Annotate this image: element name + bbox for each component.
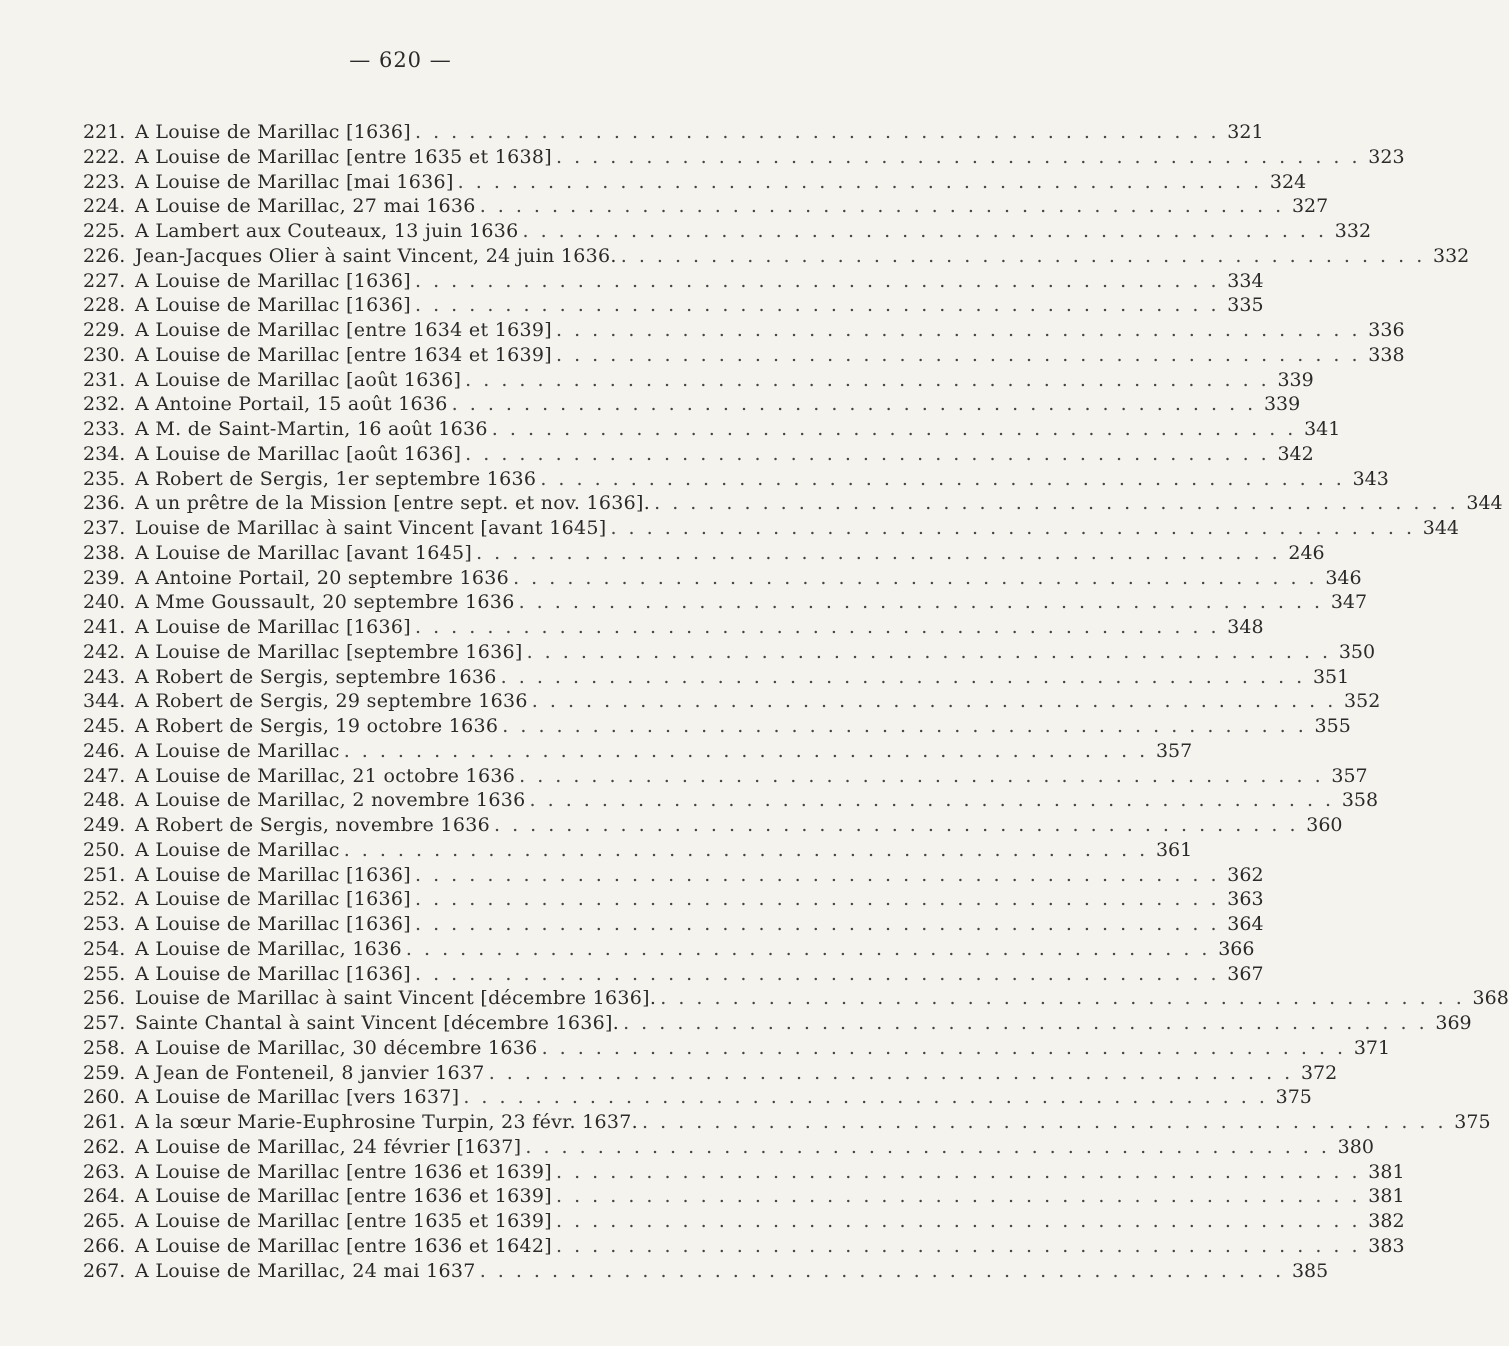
toc-entry xyxy=(83,541,1325,567)
toc-entry xyxy=(83,789,1379,814)
entry-title: A Louise de Marillac, 2 novembre 1636 xyxy=(135,789,526,812)
entry-number: 228. xyxy=(83,294,126,317)
entry-page: 336 xyxy=(1368,319,1405,341)
entry-title: A Lambert aux Couteaux, 13 juin 1636 xyxy=(135,220,519,242)
dot-leader xyxy=(527,641,1332,663)
entry-page: 363 xyxy=(1227,888,1264,911)
dot-leader xyxy=(610,517,1415,539)
entry-number: 260. xyxy=(83,1086,126,1109)
entry-page: 357 xyxy=(1155,739,1193,762)
entry-page: 348 xyxy=(1227,616,1264,638)
entry-page: 351 xyxy=(1312,665,1350,688)
entry-page: 371 xyxy=(1353,1036,1391,1059)
entry-page: 357 xyxy=(1331,764,1368,787)
entry-number: 237. xyxy=(83,517,126,539)
entry-number: 243. xyxy=(83,665,126,688)
entry-number: 251. xyxy=(83,863,126,886)
entry-number: 255. xyxy=(83,962,126,985)
toc-entry xyxy=(83,764,1368,790)
entry-number: 253. xyxy=(83,913,126,935)
toc-entry xyxy=(83,888,1264,913)
dot-leader xyxy=(556,1185,1361,1207)
dot-leader xyxy=(415,913,1220,935)
toc-entry xyxy=(83,1234,1405,1260)
entry-title: A Louise de Marillac [vers 1637] xyxy=(135,1086,460,1109)
toc-entry xyxy=(83,319,1405,344)
entry-page: 338 xyxy=(1368,343,1405,366)
toc-entry xyxy=(83,1259,1329,1285)
toc-entry xyxy=(83,962,1264,988)
dot-leader xyxy=(623,1012,1428,1034)
toc-entry xyxy=(83,1086,1312,1111)
dot-leader xyxy=(463,1086,1268,1108)
entry-page: 361 xyxy=(1155,838,1193,861)
dot-leader xyxy=(532,690,1337,712)
dot-leader xyxy=(501,666,1306,688)
toc-entry xyxy=(83,913,1264,938)
dot-leader xyxy=(415,270,1220,292)
dot-leader xyxy=(415,963,1220,985)
dot-leader xyxy=(458,171,1263,193)
toc-entry xyxy=(83,294,1264,319)
dot-leader xyxy=(556,319,1361,341)
toc-entry xyxy=(83,145,1405,171)
entry-page: 344 xyxy=(1422,517,1459,539)
entry-number: 239. xyxy=(83,566,126,589)
entry-page: 375 xyxy=(1454,1111,1491,1133)
entry-number: 254. xyxy=(83,937,126,960)
entry-number: 236. xyxy=(83,492,126,515)
dot-leader xyxy=(519,591,1324,613)
toc-entry xyxy=(83,690,1381,715)
dot-leader xyxy=(530,789,1335,811)
entry-page: 381 xyxy=(1368,1160,1405,1183)
entry-page: 366 xyxy=(1218,937,1255,960)
entry-page: 382 xyxy=(1368,1210,1405,1232)
toc-entry xyxy=(83,715,1351,740)
toc-entry xyxy=(83,467,1389,493)
entry-page: 327 xyxy=(1291,195,1329,218)
toc-entry xyxy=(83,220,1372,245)
entry-title: A Louise de Marillac [août 1636] xyxy=(135,442,462,465)
entry-title: A Louise de Marillac [1636] xyxy=(135,616,411,638)
entry-title: A Louise de Marillac [entre 1635 et 1638] xyxy=(135,145,552,168)
toc-entry xyxy=(83,640,1376,666)
entry-number: 344. xyxy=(83,690,126,713)
entry-number: 238. xyxy=(83,541,126,564)
toc-entry xyxy=(83,418,1341,443)
entry-number: 227. xyxy=(83,269,126,292)
entry-title: A Jean de Fonteneil, 8 janvier 1637 xyxy=(135,1061,485,1084)
entry-title: A Louise de Marillac [1636] xyxy=(135,962,411,985)
toc-entry xyxy=(83,1061,1338,1087)
entry-number: 232. xyxy=(83,393,126,416)
entry-title: A Mme Goussault, 20 septembre 1636 xyxy=(135,591,515,614)
entry-number: 248. xyxy=(83,789,126,812)
entry-number: 223. xyxy=(83,170,126,193)
entry-number: 262. xyxy=(83,1135,126,1158)
entry-title: A Louise de Marillac [1636] xyxy=(135,294,411,317)
entry-number: 257. xyxy=(83,1012,126,1034)
dot-leader xyxy=(480,1260,1285,1282)
toc-entry xyxy=(83,838,1193,864)
toc-entry xyxy=(83,393,1301,418)
entry-page: 364 xyxy=(1227,913,1264,935)
entry-title: A Louise de Marillac xyxy=(135,739,340,762)
toc-entry xyxy=(83,343,1405,369)
entry-number: 261. xyxy=(83,1111,126,1133)
toc-entry xyxy=(83,1210,1405,1235)
toc-entry xyxy=(83,1111,1491,1136)
entry-page: 355 xyxy=(1314,715,1351,737)
entry-page: 381 xyxy=(1368,1185,1405,1208)
page-number: — 620 — xyxy=(349,48,452,72)
entry-number: 252. xyxy=(83,888,126,911)
entry-number: 264. xyxy=(83,1185,126,1208)
entry-title: A M. de Saint-Martin, 16 août 1636 xyxy=(135,418,488,440)
dot-leader xyxy=(519,765,1324,787)
dot-leader xyxy=(476,542,1281,564)
toc-entry xyxy=(83,665,1350,691)
entry-number: 245. xyxy=(83,715,126,737)
entry-title: A Louise de Marillac [entre 1636 et 1639] xyxy=(135,1185,552,1208)
dot-leader xyxy=(556,1235,1361,1257)
entry-number: 241. xyxy=(83,616,126,638)
entry-number: 259. xyxy=(83,1061,126,1084)
entry-number: 249. xyxy=(83,814,126,836)
dot-leader xyxy=(502,715,1307,737)
entry-title: A Louise de Marillac [1636] xyxy=(135,269,411,292)
entry-title: A la sœur Marie-Euphrosine Turpin, 23 févr. 1637. xyxy=(135,1111,639,1133)
dot-leader xyxy=(556,1161,1361,1183)
toc-entry xyxy=(83,739,1193,765)
entry-number: 226. xyxy=(83,244,126,267)
entry-page: 346 xyxy=(1325,566,1362,589)
entry-title: Jean-Jacques Olier à saint Vincent, 24 juin 1636. xyxy=(135,244,617,267)
toc-entry xyxy=(83,566,1362,592)
entry-title: A Louise de Marillac xyxy=(135,838,340,861)
entry-title: A Louise de Marillac [entre 1634 et 1639] xyxy=(135,319,552,341)
entry-title: Louise de Marillac à saint Vincent [avant 1645] xyxy=(135,517,607,539)
entry-page: 367 xyxy=(1227,962,1264,985)
entry-number: 246. xyxy=(83,739,126,762)
dot-leader xyxy=(415,616,1220,638)
entry-title: A Robert de Sergis, 19 octobre 1636 xyxy=(135,715,499,737)
entry-page: 372 xyxy=(1300,1061,1338,1084)
dot-leader xyxy=(556,1210,1361,1232)
table-of-contents xyxy=(83,121,1509,1284)
dot-leader xyxy=(415,864,1220,886)
entry-number: 250. xyxy=(83,838,126,861)
dot-leader xyxy=(480,195,1285,217)
toc-entry xyxy=(83,863,1264,889)
entry-page: 343 xyxy=(1352,467,1389,490)
entry-title: A Antoine Portail, 20 septembre 1636 xyxy=(135,566,510,589)
entry-title: A Louise de Marillac [1636] xyxy=(135,863,411,886)
toc-entry xyxy=(83,442,1314,468)
dot-leader xyxy=(415,888,1220,910)
entry-page: 385 xyxy=(1291,1259,1329,1282)
entry-title: A Louise de Marillac [entre 1635 et 1639] xyxy=(135,1210,552,1232)
entry-title: Sainte Chantal à saint Vincent [décembre 1636]. xyxy=(135,1012,620,1034)
dot-leader xyxy=(654,492,1459,514)
entry-page: 360 xyxy=(1306,814,1343,836)
entry-page: 383 xyxy=(1368,1234,1405,1257)
toc-entry xyxy=(83,1160,1405,1186)
dot-leader xyxy=(489,1062,1294,1084)
entry-number: 234. xyxy=(83,442,126,465)
dot-leader xyxy=(660,987,1465,1009)
entry-title: A Louise de Marillac, 30 décembre 1636 xyxy=(135,1036,538,1059)
toc-entry xyxy=(83,937,1255,963)
entry-title: A Louise de Marillac [septembre 1636] xyxy=(135,640,523,663)
entry-page: 358 xyxy=(1341,789,1379,812)
entry-number: 225. xyxy=(83,220,126,242)
entry-number: 221. xyxy=(83,121,126,143)
toc-entry xyxy=(83,814,1343,839)
entry-title: A Louise de Marillac [entre 1634 et 1639] xyxy=(135,343,552,366)
entry-page: 341 xyxy=(1304,418,1341,440)
toc-entry xyxy=(83,1185,1405,1210)
entry-number: 240. xyxy=(83,591,126,614)
dot-leader xyxy=(465,369,1270,391)
entry-number: 230. xyxy=(83,343,126,366)
entry-title: A Louise de Marillac, 21 octobre 1636 xyxy=(135,764,516,787)
entry-title: A Louise de Marillac [avant 1645] xyxy=(135,541,473,564)
entry-number: 256. xyxy=(83,987,126,1010)
entry-page: 334 xyxy=(1227,269,1264,292)
entry-number: 231. xyxy=(83,368,126,391)
dot-leader xyxy=(415,294,1220,316)
dot-leader xyxy=(494,814,1299,836)
dot-leader xyxy=(344,740,1149,762)
entry-page: 347 xyxy=(1330,591,1368,614)
entry-page: 362 xyxy=(1227,863,1264,886)
dot-leader xyxy=(465,443,1270,465)
entry-page: 369 xyxy=(1435,1012,1472,1034)
entry-page: 350 xyxy=(1338,640,1376,663)
entry-title: A Louise de Marillac [1636] xyxy=(135,913,411,935)
dot-leader xyxy=(415,121,1220,143)
entry-number: 224. xyxy=(83,195,126,218)
entry-title: A Robert de Sergis, septembre 1636 xyxy=(135,665,497,688)
toc-entry xyxy=(83,492,1503,517)
toc-entry xyxy=(83,987,1509,1012)
entry-title: A Louise de Marillac [mai 1636] xyxy=(135,170,454,193)
entry-page: 332 xyxy=(1334,220,1372,242)
dot-leader xyxy=(452,393,1257,415)
dot-leader xyxy=(406,938,1211,960)
dot-leader xyxy=(556,146,1361,168)
entry-title: A Louise de Marillac, 24 février [1637] xyxy=(135,1135,522,1158)
entry-page: 324 xyxy=(1269,170,1307,193)
entry-title: A Louise de Marillac, 24 mai 1637 xyxy=(135,1259,476,1282)
entry-number: 222. xyxy=(83,145,126,168)
entry-title: A Louise de Marillac [entre 1636 et 1642] xyxy=(135,1234,552,1257)
entry-title: A Louise de Marillac [1636] xyxy=(135,121,411,143)
dot-leader xyxy=(540,468,1345,490)
entry-title: A Robert de Sergis, novembre 1636 xyxy=(135,814,490,836)
entry-page: 323 xyxy=(1368,145,1405,168)
dot-leader xyxy=(523,220,1328,242)
dot-leader xyxy=(542,1037,1347,1059)
toc-entry xyxy=(83,170,1307,196)
entry-page: 335 xyxy=(1227,294,1264,317)
entry-page: 246 xyxy=(1288,541,1325,564)
entry-page: 339 xyxy=(1263,393,1301,416)
entry-title: A un prêtre de la Mission [entre sept. et nov. 1636]. xyxy=(135,492,651,515)
dot-leader xyxy=(556,344,1361,366)
toc-entry xyxy=(83,269,1264,295)
toc-entry xyxy=(83,244,1470,270)
entry-title: A Louise de Marillac [entre 1636 et 1639] xyxy=(135,1160,552,1183)
toc-entry xyxy=(83,121,1264,146)
entry-title: A Robert de Sergis, 29 septembre 1636 xyxy=(135,690,528,713)
dot-leader xyxy=(513,567,1318,589)
entry-page: 339 xyxy=(1277,368,1314,391)
entry-page: 321 xyxy=(1227,121,1264,143)
entry-title: A Antoine Portail, 15 août 1636 xyxy=(135,393,448,416)
entry-number: 266. xyxy=(83,1234,126,1257)
dot-leader xyxy=(344,839,1149,861)
dot-leader xyxy=(525,1136,1330,1158)
entry-page: 380 xyxy=(1337,1135,1374,1158)
entry-number: 229. xyxy=(83,319,126,341)
entry-title: A Louise de Marillac [août 1636] xyxy=(135,368,462,391)
entry-number: 233. xyxy=(83,418,126,440)
dot-leader xyxy=(492,418,1297,440)
entry-page: 368 xyxy=(1472,987,1509,1010)
entry-number: 265. xyxy=(83,1210,126,1232)
dot-leader xyxy=(642,1111,1447,1133)
entry-page: 344 xyxy=(1466,492,1503,515)
toc-entry xyxy=(83,195,1329,220)
entry-page: 352 xyxy=(1344,690,1381,713)
entry-title: Louise de Marillac à saint Vincent [décembre 1636]. xyxy=(135,987,657,1010)
entry-number: 263. xyxy=(83,1160,126,1183)
entry-number: 267. xyxy=(83,1259,126,1282)
entry-number: 247. xyxy=(83,764,126,787)
entry-number: 242. xyxy=(83,640,126,663)
toc-entry xyxy=(83,616,1264,641)
dot-leader xyxy=(621,245,1426,267)
entry-page: 375 xyxy=(1275,1086,1312,1109)
entry-title: A Louise de Marillac [1636] xyxy=(135,888,411,911)
entry-title: A Robert de Sergis, 1er septembre 1636 xyxy=(135,467,537,490)
entry-title: A Louise de Marillac, 1636 xyxy=(135,937,402,960)
entry-number: 235. xyxy=(83,467,126,490)
entry-page: 342 xyxy=(1277,442,1314,465)
entry-page: 332 xyxy=(1433,244,1470,267)
toc-entry xyxy=(83,368,1314,394)
toc-entry xyxy=(83,1012,1472,1037)
entry-title: A Louise de Marillac, 27 mai 1636 xyxy=(135,195,476,218)
toc-entry xyxy=(83,591,1368,616)
toc-entry xyxy=(83,517,1459,542)
toc-entry xyxy=(83,1036,1391,1062)
toc-entry xyxy=(83,1135,1374,1161)
entry-number: 258. xyxy=(83,1036,126,1059)
